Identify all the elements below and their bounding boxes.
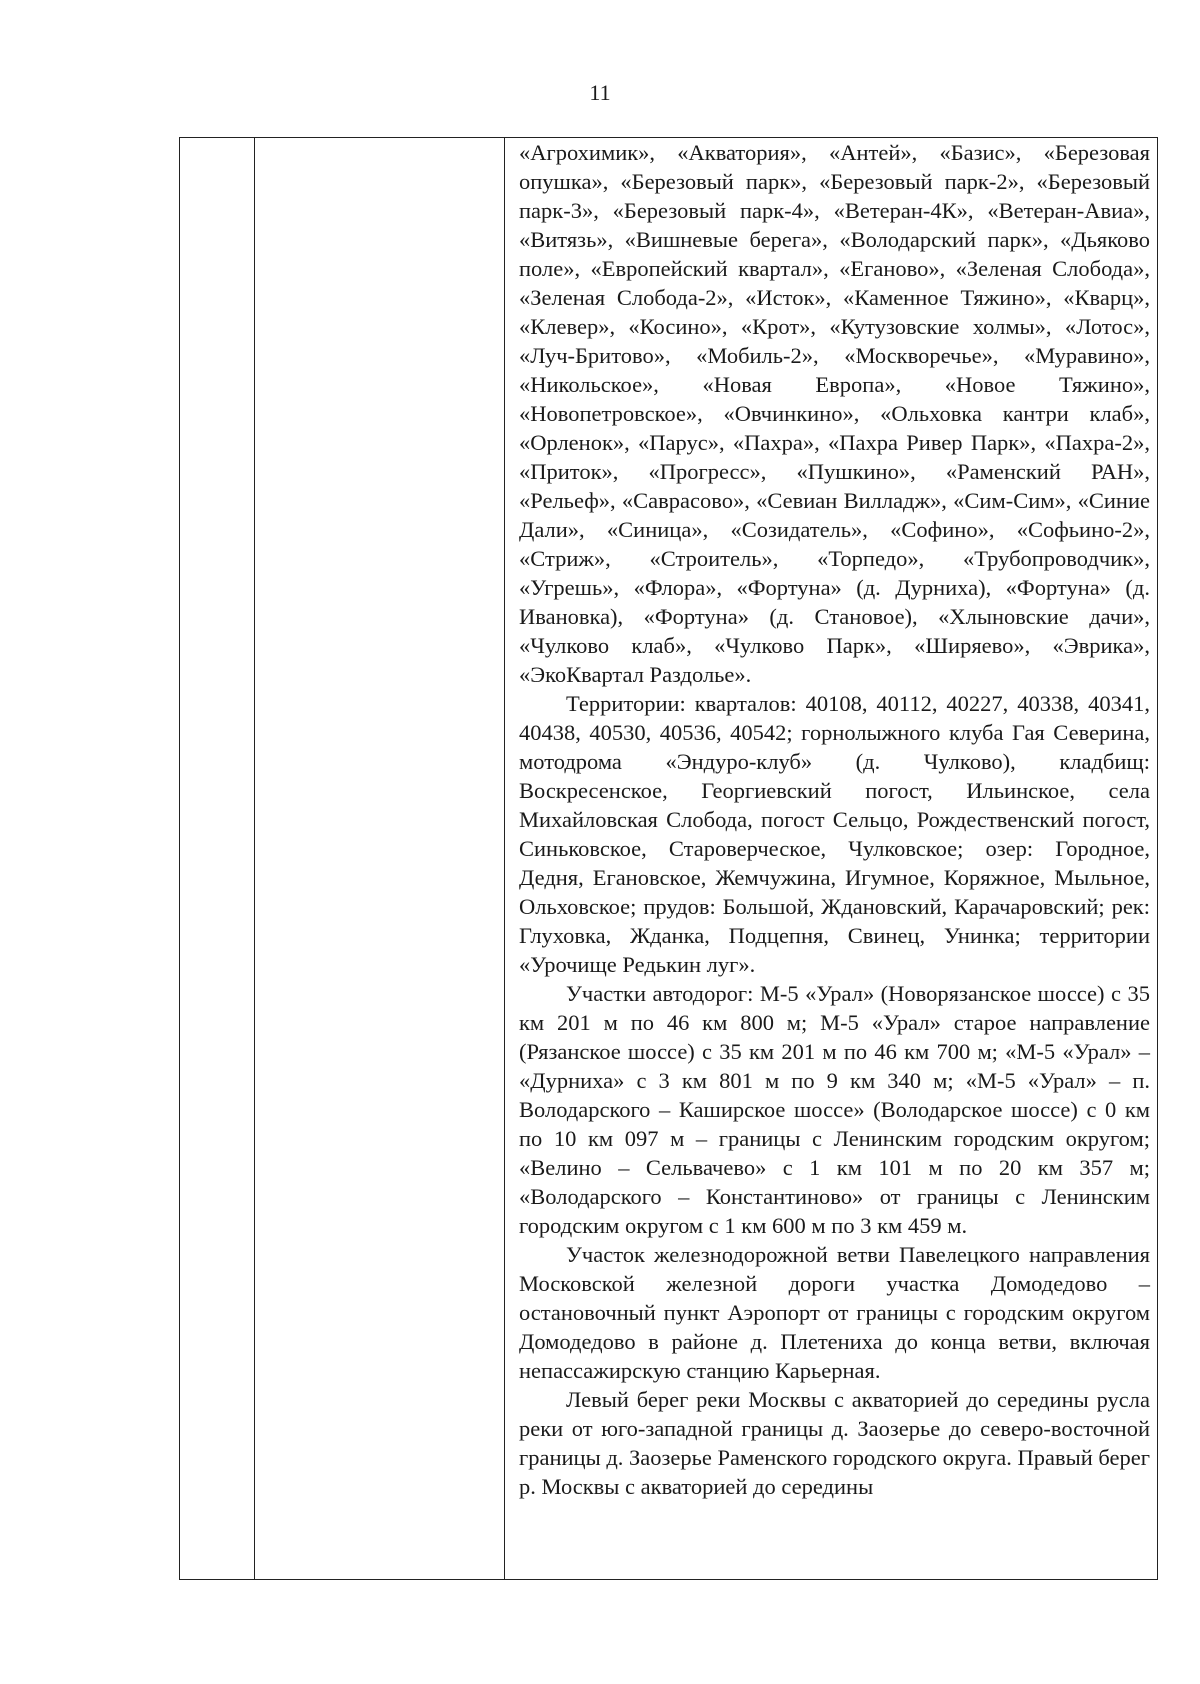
description-cell [519, 138, 1150, 1501]
paragraph-river-bank: Левый берег реки Москвы с акваторией до середины русла реки от юго-западной границы д. Заозерье до северо-восточной границы д. Заозерье Раменского городского округа. Правый берег р. Москвы с акваторией до середины [519, 1387, 1150, 1499]
column-divider-2 [504, 138, 505, 1579]
paragraph-settlements-list: «Агрохимик», «Акватория», «Антей», «Базис», «Березовая опушка», «Березовый парк», «Березовый парк-2», «Березовый парк-3», «Березовый парк-4», «Ветеран-4К», «Ветеран-Авиа», «Витязь», «Вишневые берега», «Володарский парк», «Дьяково поле», «Европейский квартал», «Еганово», «Зеленая Слобода», «Зеленая Слобода-2», «Исток», «Каменное Тяжино», «Кварц», «Клевер», «Косино», «Крот», «Кутузовские холмы», «Лотос», «Луч-Бритово», «Мобиль-2», «Москворечье», «Муравино», «Никольское», «Новая Европа», «Новое Тяжино», «Новопетровское», «Овчинкино», «Ольховка кантри клаб», «Орленок», «Парус», «Пахра», «Пахра Ривер Парк», «Пахра-2», «Приток», «Прогресс», «Пушкино», «Раменский РАН», «Рельеф», «Саврасово», «Севиан Вилладж», «Сим-Сим», «Синие Дали», «Синица», «Созидатель», «Софино», «Софьино-2», «Стриж», «Строитель», «Торпедо», «Трубопроводчик», «Угрешь», «Флора», «Фортуна» (д. Дурниха), «Фортуна» (д. Ивановка), «Фортуна» (д. Становое), «Хлыновские дачи», «Чулково клаб», «Чулково Парк», «Ширяево», «Эврика», «ЭкоКвартал Раздолье». [519, 140, 1150, 687]
document-table [179, 137, 1158, 1580]
paragraph-territories: Территории: кварталов: 40108, 40112, 40227, 40338, 40341, 40438, 40530, 40536, 40542; горнолыжного клуба Гая Северина, мотодрома «Эндуро-клуб» (д. Чулково), кладбищ: Воскресенское, Георгиевский погост, Ильинское, села Михайловская Слобода, погост Сельцо, Рождественский погост, Синьковское, Староверческое, Чулковское; озер: Городное, Дедня, Егановское, Жемчужина, Игумное, Коряжное, Мыльное, Ольховское; прудов: Большой, Ждановский, Карачаровский; рек: Глуховка, Жданка, Подцепня, Свинец, Унинка; территории «Урочище Редькин луг». [519, 691, 1150, 977]
paragraph-road-sections: Участки автодорог: М-5 «Урал» (Новорязанское шоссе) с 35 км 201 м по 46 км 800 м; М-5 «Урал» старое направление (Рязанское шоссе) с 35 км 201 м по 46 км 700 м; «М-5 «Урал» – «Дурниха» с 3 км 801 м по 9 км 340 м; «М-5 «Урал» – п. Володарского – Каширское шоссе» (Володарское шоссе) с 0 км по 10 км 097 м – границы с Ленинским городским округом; «Велино – Сельвачево» с 1 км 101 м по 20 км 357 м; «Володарского – Константиново» от границы с Ленинским городским округом с 1 км 600 м по 3 км 459 м. [519, 981, 1150, 1238]
page-number: 11 [589, 80, 611, 105]
paragraph-railway-section: Участок железнодорожной ветви Павелецкого направления Московской железной дороги участка Домодедово – остановочный пункт Аэропорт от границы с городским округом Домодедово в районе д. Плетениха до конца ветви, включая непассажирскую станцию Карьерная. [519, 1242, 1150, 1383]
column-divider-1 [254, 138, 255, 1579]
